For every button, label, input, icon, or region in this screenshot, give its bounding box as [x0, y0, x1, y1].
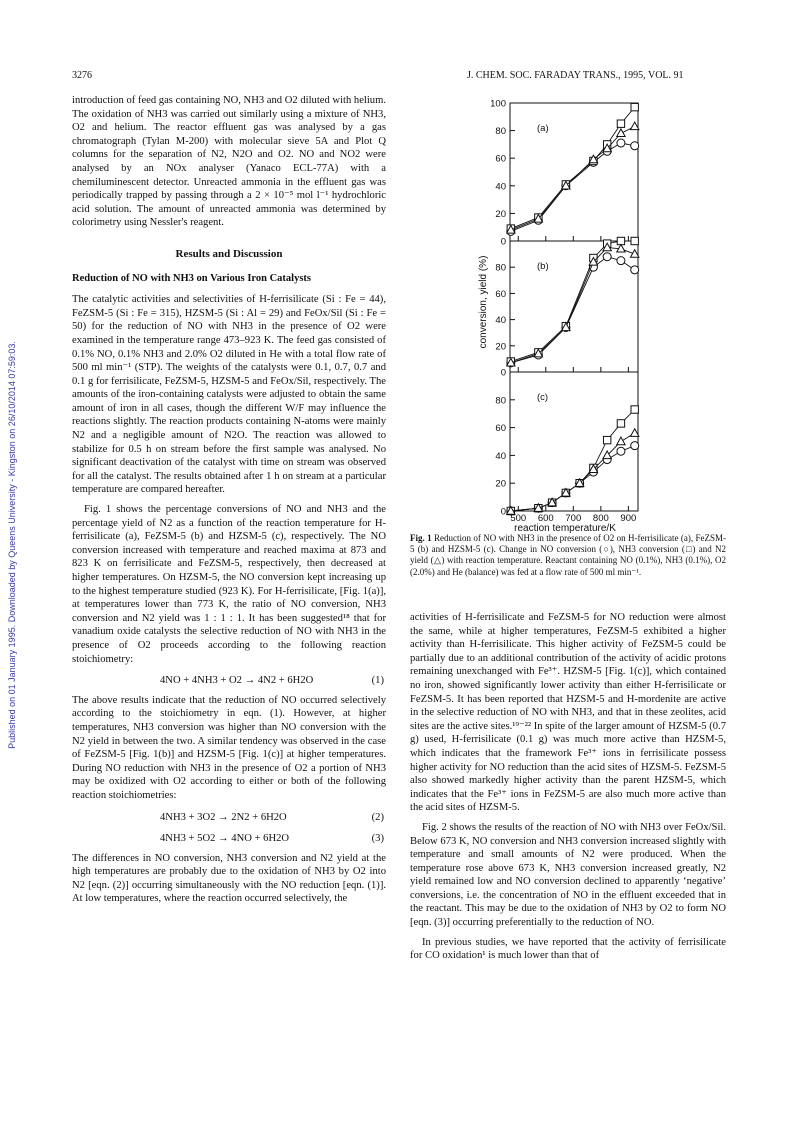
series-line-triangle — [511, 248, 635, 363]
figure-caption — [410, 533, 726, 578]
paragraph: Fig. 1 shows the percentage conversions of NO and NH3 and the percentage yield of N2 as a function of the reaction temperature for H-ferrisilicate (a), FeZSM-5 (b) and HZSM-5 (c), respectively. The NO conversion increased with temperature and reached maxima at 873 and 823 K on ferrisilicate and FeZSM-5, respectively, then decreased at higher temperatures. On HZSM-5, the NO conversion kept increasing up to the highest temperature studied (923 K). For H-ferrisilicate, [Fig. 1(a)], at temperatures lower than 773 K, the ratio of NO conversion, NH3 conversion and N2 yield was 1 : 1 : 1. It has been suggested¹⁸ that for vanadium oxide catalysts the selective reduction of NO with NH3 in the presence of O2 proceeds according to the following reaction stoichiometry: — [72, 504, 386, 665]
x-axis-label: reaction temperature/K — [514, 523, 616, 533]
equation-number: (3) — [371, 833, 384, 845]
y-tick-label: 40 — [495, 181, 506, 193]
no-conversion-point — [631, 142, 639, 150]
y-tick-label: 0 — [500, 236, 506, 248]
right-column — [410, 611, 726, 969]
x-tick-label: 800 — [592, 513, 609, 524]
n2-yield-point — [617, 437, 625, 445]
paragraph: The differences in NO conversion, NH3 conversion and N2 yield at the high temperatures are probably due to the oxidation of NH3 by O2 into N2 [eqn. (2)] occurring simultaneously with the NO reduction [eqn. (1)]. At low temperatures, where the reaction occurred selectively, the — [72, 852, 386, 905]
series-line-square — [511, 107, 635, 228]
nh3-conversion-point — [617, 420, 624, 427]
equation-text: 4NO + 4NH3 + O2 → 4N2 + 6H2O — [160, 675, 314, 687]
nh3-conversion-point — [631, 237, 638, 244]
y-tick-label: 20 — [495, 478, 506, 490]
section-title: Results and Discussion — [175, 247, 283, 260]
paragraph: The catalytic activities and selectivities of H-ferrisilicate (Si : Fe = 44), FeZSM-5 (Si : Fe = 315), HZSM-5 (Si : Al = 29) and FeOx/Sil (Si : Fe = 50) for the reduction of NO with NH3 in the presence of O2 were examined in the temperature range 473–923 K. The feed gas consisted of 0.1% NO, 0.1% NH3 and 2.0% O2 diluted in He with a total flow rate of 500 ml min⁻¹ (STP). The weights of the catalysts were 0.1, 0.7, 0.7 and 0.1 g for ferrisilicate, FeZSM-5, HZSM-5 and FeOx/Sil, respectively. The amounts of the iron-containing catalysts were adjusted to obtain the same amount of iron in all cases, though the different W/F may influence the reactions slightly. The reaction products containing N-atoms were mainly N2 and a negligible amount of N2O. The reaction was allowed to stabilize for 0.5 h on stream before the first sample was analysed. No significant deactivation of the catalyst with time on stream was observed for all the catalyst. The results obtained after 1 h on stream at a particular temperature are compared hereafter. — [72, 294, 386, 496]
nh3-conversion-point — [603, 436, 610, 443]
y-axis-label: conversion, yield (%) — [478, 255, 489, 349]
panel-label: (c) — [537, 392, 549, 403]
figure-1-chart — [410, 96, 726, 533]
equation-number: (1) — [371, 675, 384, 687]
x-tick-label: 500 — [510, 513, 527, 524]
n2-yield-point — [617, 129, 625, 137]
no-conversion-point — [631, 266, 639, 274]
nh3-conversion-point — [631, 406, 638, 413]
paragraph: The above results indicate that the reduction of NO occurred selectively according to the stoichiometry in eqn. (1). However, at higher temperatures, NH3 conversion was higher than NO conversion with the N2 yield in between the two. A similar tendency was observed in the case of FeZSM-5 [Fig. 1(b)] and HZSM-5 [Fig. 1(c)] at higher temperatures. During NO reduction with NH3 in the presence of O2 a portion of NH3 may be oxidized with O2 according to either or both of the following reaction stoichiometries: — [72, 694, 386, 801]
y-tick-label: 60 — [495, 288, 506, 300]
no-conversion-point — [617, 139, 625, 147]
x-tick-label: 900 — [620, 513, 637, 524]
y-tick-label: 100 — [490, 98, 506, 110]
caption-text: Reduction of NO with NH3 in the presence of O2 on H-ferrisilicate (a), FeZSM-5 (b) and HZSM-5 (c). Change in NO conversion (○), NH3 conversion (□) and N2 yield (△) with reaction temperature. Reactant containing NO (0.1%), NH3 (0.1%), O2 (2.0%) and He (balance) was fed at a flow rate of 500 ml min⁻¹. — [410, 533, 727, 577]
series-line-circle — [511, 446, 635, 511]
journal-header: J. CHEM. SOC. FARADAY TRANS., 1995, VOL. 91 — [467, 70, 684, 81]
panel-label: (a) — [537, 123, 549, 134]
y-tick-label: 80 — [495, 126, 506, 138]
x-tick-label: 700 — [565, 513, 582, 524]
equation-2 — [72, 809, 386, 831]
no-conversion-point — [603, 253, 611, 261]
left-column — [72, 94, 386, 912]
equation-text: 4NH3 + 5O2 → 4NO + 6H2O — [160, 833, 290, 845]
y-tick-label: 40 — [495, 450, 506, 462]
y-tick-label: 60 — [495, 423, 506, 435]
equation-text: 4NH3 + 3O2 → 2N2 + 6H2O — [160, 811, 287, 823]
no-conversion-point — [617, 447, 625, 455]
y-tick-label: 40 — [495, 315, 506, 327]
series-line-circle — [511, 143, 635, 231]
y-tick-label: 20 — [495, 341, 506, 353]
paragraph: activities of H-ferrisilicate and FeZSM-5 for NO reduction were almost the same, while at higher temperatures, FeZSM-5 exhibited a higher activity than H-ferrisilicate. This higher activity of FeZSM-5 could be partially due to an additional contribution of the activity of acidic protons remaining unexchanged with Fe³⁺. HZSM-5 [Fig. 1(c)], which contained no iron, showed significantly lower activity than either H-ferrisilicate or FeZSM-5. It has been reported that HZSM-5 and H-mordenite are active in the selective reduction of NO with NH3, and that in these zeolites, acid sites are the active sites.¹⁹⁻²² In spite of the larger amount of HZSM-5 (0.7 g) used, H-ferrisilicate (0.1 g) was much more active than HZSM-5, which indicates that the framework Fe³⁺ ions in ferrisilicate possess higher activity for NO reduction than the acid sites of HZSM-5. FeZSM-5 also showed markedly higher activity than the parent HZSM-5, which indicates that the Fe³⁺ ions in FeZSM-5 are also much more active than the acid sites of HZSM-5. — [410, 612, 726, 814]
y-tick-label: 60 — [495, 153, 506, 165]
subsection-title: Reduction of NO with NH3 on Various Iron Catalysts — [72, 272, 312, 284]
page-number: 3276 — [72, 70, 92, 81]
no-conversion-point — [631, 442, 639, 450]
panel-label: (b) — [537, 261, 549, 272]
equation-number: (2) — [371, 811, 384, 823]
x-tick-label: 600 — [537, 513, 554, 524]
nh3-conversion-point — [631, 103, 638, 110]
caption-label: Fig. 1 — [410, 533, 432, 543]
y-tick-label: 0 — [500, 506, 506, 518]
series-line-square — [511, 410, 635, 511]
paragraph-intro: introduction of feed gas containing NO, NH3 and O2 diluted with helium. The oxidation of NH3 was carried out similarly using a mixture of NH3, O2 and helium. The reactor effluent gas was analysed by a gas chromatograph (Tylan M-200) with molecular sieve 5A and Plot Q columns for the separation of N2, N2O and O2. NO and NO2 were analysed by an NOx analyser (Yanaco ECL-77A) with a chemiluminescent detector. Unreacted ammonia in the effluent gas was periodically trapped by passing through a 2 × 10⁻⁵ mol l⁻¹ hydrochloric acid solution. The amount of unreacted ammonia was determined by colorimetry using Nessler's reagent. — [72, 95, 386, 229]
nh3-conversion-point — [617, 120, 624, 127]
y-tick-label: 80 — [495, 395, 506, 407]
side-publication-note: Published on 01 January 1995. Downloaded by Queens University - Kingston on 26/10/2014 07:59:03. — [7, 341, 17, 749]
paragraph: Fig. 2 shows the results of the reaction of NO with NH3 over FeOx/Sil. Below 673 K, NO conversion and NH3 conversion increased slightly with temperature and small amounts of N2 were produced. When the temperature rose above 673 K, NH3 conversion increased greatly, N2 yield remained low and NO conversion declined to apparently ‘negative’ conversions, i.e. the concentration of NO in the effluent exceeded that in the reactant. This may be due to the oxidation of NH3 by O2 to form NO [eqn. (3)] occurring preferentially to the reduction of NO. — [410, 821, 726, 929]
equation-3 — [72, 830, 386, 852]
paragraph: In previous studies, we have reported that the activity of ferrisilicate for CO oxidation¹ is much lower than that of — [410, 936, 726, 962]
y-tick-label: 0 — [500, 367, 506, 379]
y-tick-label: 20 — [495, 208, 506, 220]
y-tick-label: 80 — [495, 262, 506, 274]
no-conversion-point — [617, 257, 625, 265]
equation-1 — [72, 672, 386, 694]
